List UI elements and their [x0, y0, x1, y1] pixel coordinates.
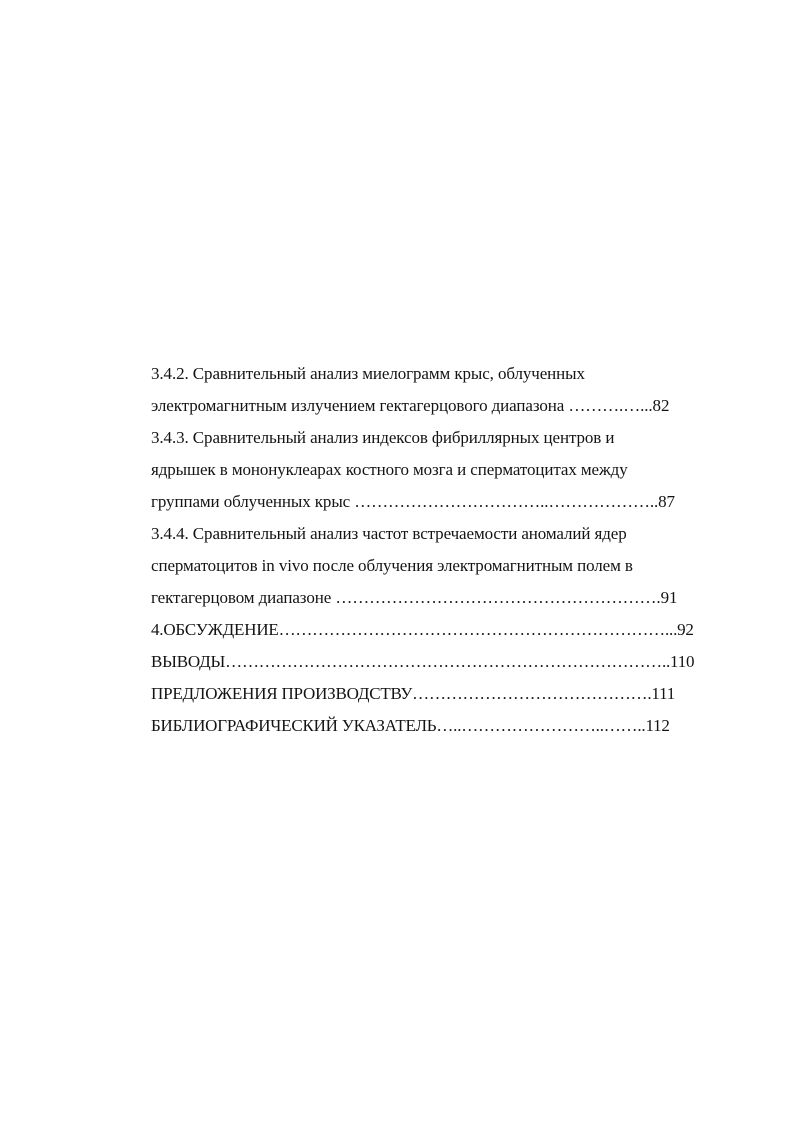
toc-entry-3-4-4	[151, 518, 741, 614]
toc-entry-discussion	[151, 614, 741, 646]
toc-entry-line: гектагерцовом диапазоне ………………………………………………….91	[151, 588, 678, 607]
toc-entry-proposals	[151, 678, 741, 710]
toc-entry-line: электромагнитным излучением гектагерцового диапазона ……….…...82	[151, 396, 670, 415]
toc-entry-line: БИБЛИОГРАФИЧЕСКИЙ УКАЗАТЕЛЬ…..……………………..……..112	[151, 716, 670, 735]
toc-entry-line: ПРЕДЛОЖЕНИЯ ПРОИЗВОДСТВУ…………………………………….111	[151, 684, 676, 703]
toc-entry-line: группами облученных крыс ……………………………..………………..87	[151, 492, 675, 511]
toc-entry-line: ядрышек в мононуклеарах костного мозга и сперматоцитах между	[151, 460, 628, 479]
toc-entry-line: 4.ОБСУЖДЕНИЕ……………………………………………………………...92	[151, 620, 694, 639]
toc-entry-3-4-2	[151, 358, 741, 422]
toc-entry-line: 3.4.3. Сравнительный анализ индексов фибриллярных центров и	[151, 428, 615, 447]
toc-entry-line: сперматоцитов in vivo после облучения электромагнитным полем в	[151, 556, 633, 575]
toc-entry-conclusions	[151, 646, 741, 678]
toc-entry-line: 3.4.2. Сравнительный анализ миелограмм крыс, облученных	[151, 364, 585, 383]
toc-entry-line: 3.4.4. Сравнительный анализ частот встречаемости аномалий ядер	[151, 524, 627, 543]
toc-entry-line: ВЫВОДЫ……………………………………………………………………..110	[151, 652, 695, 671]
toc-entry-3-4-3	[151, 422, 741, 518]
table-of-contents	[151, 358, 741, 742]
toc-entry-bibliography	[151, 710, 741, 742]
